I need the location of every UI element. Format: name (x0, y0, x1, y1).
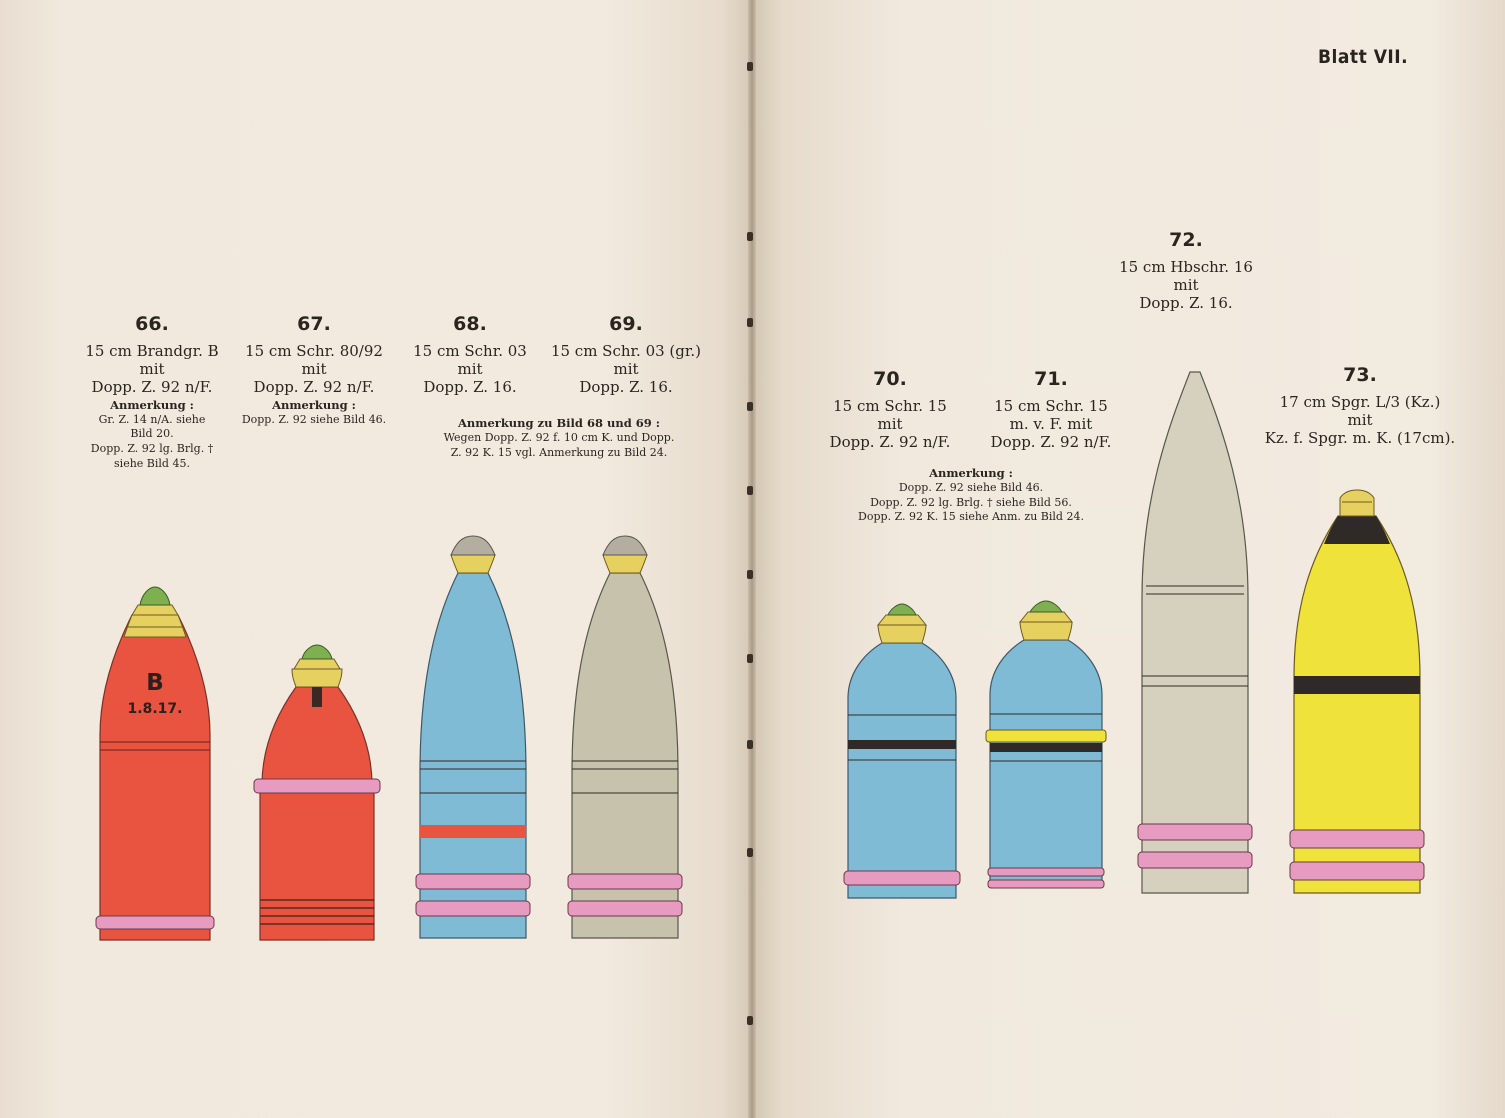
caption-line: 15 cm Schr. 80/92 (245, 341, 383, 360)
caption-line: mit (1347, 410, 1373, 429)
note-line: Z. 92 K. 15 vgl. Anmerkung zu Bild 24. (450, 445, 668, 459)
shell-72-illustration (1132, 368, 1258, 900)
fuze-body (1340, 490, 1374, 516)
driving-band (1138, 852, 1252, 868)
note-line: Gr. Z. 14 n/A. siehe (98, 412, 206, 426)
fuze-tip (140, 587, 170, 605)
caption-71 (976, 368, 1126, 451)
caption-line: 15 cm Schr. 15 (833, 396, 947, 415)
shell-body (260, 687, 374, 940)
driving-band (1290, 830, 1424, 848)
fuze-ring (603, 555, 647, 573)
fuze-tip (302, 645, 332, 659)
caption-line: 15 cm Schr. 03 (gr.) (550, 341, 702, 360)
driving-band (568, 901, 682, 916)
binding-stitch (747, 570, 753, 579)
color-band (420, 825, 526, 838)
figure-number: 70. (873, 368, 907, 390)
caption-line: Dopp. Z. 92 n/F. (829, 432, 951, 451)
shell-66-illustration (90, 585, 220, 947)
shell-body (100, 615, 210, 940)
fuze-tip (603, 536, 647, 555)
shell-67-illustration (252, 645, 382, 947)
caption-line: Dopp. Z. 92 n/F. (253, 377, 375, 396)
driving-band (96, 916, 214, 929)
caption-line: 15 cm Schr. 03 (413, 341, 527, 360)
shell-71-illustration (984, 600, 1108, 892)
caption-line: 15 cm Hbschr. 16 (1119, 257, 1253, 276)
driving-band (1138, 824, 1252, 840)
note-line: Dopp. Z. 92 siehe Bild 46. (898, 481, 1044, 495)
note-line: siehe Bild 45. (114, 456, 190, 470)
fuze-body (1020, 622, 1072, 640)
binding-stitch (747, 318, 753, 327)
caption-line: Dopp. Z. 16. (579, 377, 673, 396)
caption-line: mit (1173, 275, 1199, 294)
note-line: Bild 20. (130, 427, 174, 441)
binding-stitch (747, 62, 753, 71)
note-68-69 (418, 414, 700, 460)
figure-number: 73. (1343, 364, 1377, 386)
note-70-71 (830, 464, 1112, 525)
driving-band (988, 868, 1104, 876)
figure-number: 69. (609, 313, 643, 335)
note-line: Dopp. Z. 92 lg. Brlg. † siehe Bild 56. (870, 495, 1072, 509)
note-heading: Anmerkung zu Bild 68 und 69 : (458, 416, 660, 430)
fuze-tip (451, 536, 495, 555)
color-band (986, 730, 1106, 742)
caption-line: Kz. f. Spgr. m. K. (17cm). (1264, 428, 1456, 447)
fuze-ring (451, 555, 495, 573)
figure-number: 68. (453, 313, 487, 335)
fuze-ring (294, 659, 340, 669)
book-gutter (748, 0, 756, 1118)
shell-69-illustration (562, 533, 688, 945)
driving-band (416, 874, 530, 889)
dark-band (1294, 676, 1420, 694)
note-line: Dopp. Z. 92 siehe Bild 46. (241, 412, 387, 426)
caption-line: Dopp. Z. 16. (1139, 293, 1233, 312)
shell-73-illustration (1286, 488, 1428, 900)
shell-body (1142, 372, 1248, 893)
fuze-ring (1020, 612, 1072, 622)
driving-band (988, 880, 1104, 888)
caption-68 (394, 313, 546, 396)
binding-stitch (747, 1016, 753, 1025)
figure-number: 67. (297, 313, 331, 335)
fuze-slot (312, 687, 322, 707)
driving-band (416, 901, 530, 916)
fuze-ring (132, 605, 178, 615)
caption-line: m. v. F. mit (1009, 414, 1093, 433)
caption-70 (815, 368, 965, 451)
caption-line: mit (457, 359, 483, 378)
shell-body (990, 640, 1102, 887)
fuze-body (878, 625, 926, 643)
note-heading: Anmerkung : (929, 466, 1013, 480)
caption-73 (1255, 364, 1465, 447)
caption-line: Dopp. Z. 92 n/F. (91, 377, 213, 396)
caption-67 (226, 313, 402, 427)
fuze-body (124, 615, 186, 637)
dark-band (1324, 516, 1390, 544)
note-line: Dopp. Z. 92 K. 15 siehe Anm. zu Bild 24. (858, 510, 1084, 524)
marking-letter: B (146, 670, 164, 696)
driving-band (844, 871, 960, 885)
sheet-label: Blatt VII. (1318, 46, 1409, 68)
binding-stitch (747, 740, 753, 749)
caption-line: 17 cm Spgr. L/3 (Kz.) (1279, 392, 1441, 411)
fuze-tip (888, 604, 916, 615)
caption-line: mit (139, 359, 165, 378)
dark-band (990, 743, 1102, 752)
note-line: Wegen Dopp. Z. 92 f. 10 cm K. und Dopp. (443, 431, 675, 445)
caption-line: mit (877, 414, 903, 433)
note-heading: Anmerkung : (272, 397, 356, 412)
shell-70-illustration (840, 603, 964, 905)
caption-line: 15 cm Schr. 15 (994, 396, 1108, 415)
caption-line: Dopp. Z. 92 n/F. (990, 432, 1112, 451)
binding-stitch (747, 848, 753, 857)
fuze-body (292, 669, 342, 687)
fuze-ring (878, 615, 926, 625)
driving-band (568, 874, 682, 889)
driving-band (1290, 862, 1424, 880)
marking-date: 1.8.17. (127, 701, 183, 717)
caption-line: mit (301, 359, 327, 378)
caption-72 (1106, 229, 1266, 312)
driving-band (254, 779, 380, 793)
binding-stitch (747, 402, 753, 411)
shell-body (848, 643, 956, 898)
figure-number: 72. (1169, 229, 1203, 251)
fuze-tip (1030, 601, 1062, 612)
shell-68-illustration (410, 533, 536, 945)
caption-line: 15 cm Brandgr. B (85, 341, 219, 360)
caption-line: Dopp. Z. 16. (423, 377, 517, 396)
binding-stitch (747, 232, 753, 241)
binding-stitch (747, 486, 753, 495)
figure-number: 71. (1034, 368, 1068, 390)
caption-69 (546, 313, 706, 396)
note-line: Dopp. Z. 92 lg. Brlg. † (90, 442, 214, 455)
caption-66 (62, 313, 242, 471)
dark-band (848, 740, 956, 749)
figure-number: 66. (135, 313, 169, 335)
note-heading: Anmerkung : (110, 397, 194, 412)
caption-line: mit (613, 359, 639, 378)
binding-stitch (747, 654, 753, 663)
